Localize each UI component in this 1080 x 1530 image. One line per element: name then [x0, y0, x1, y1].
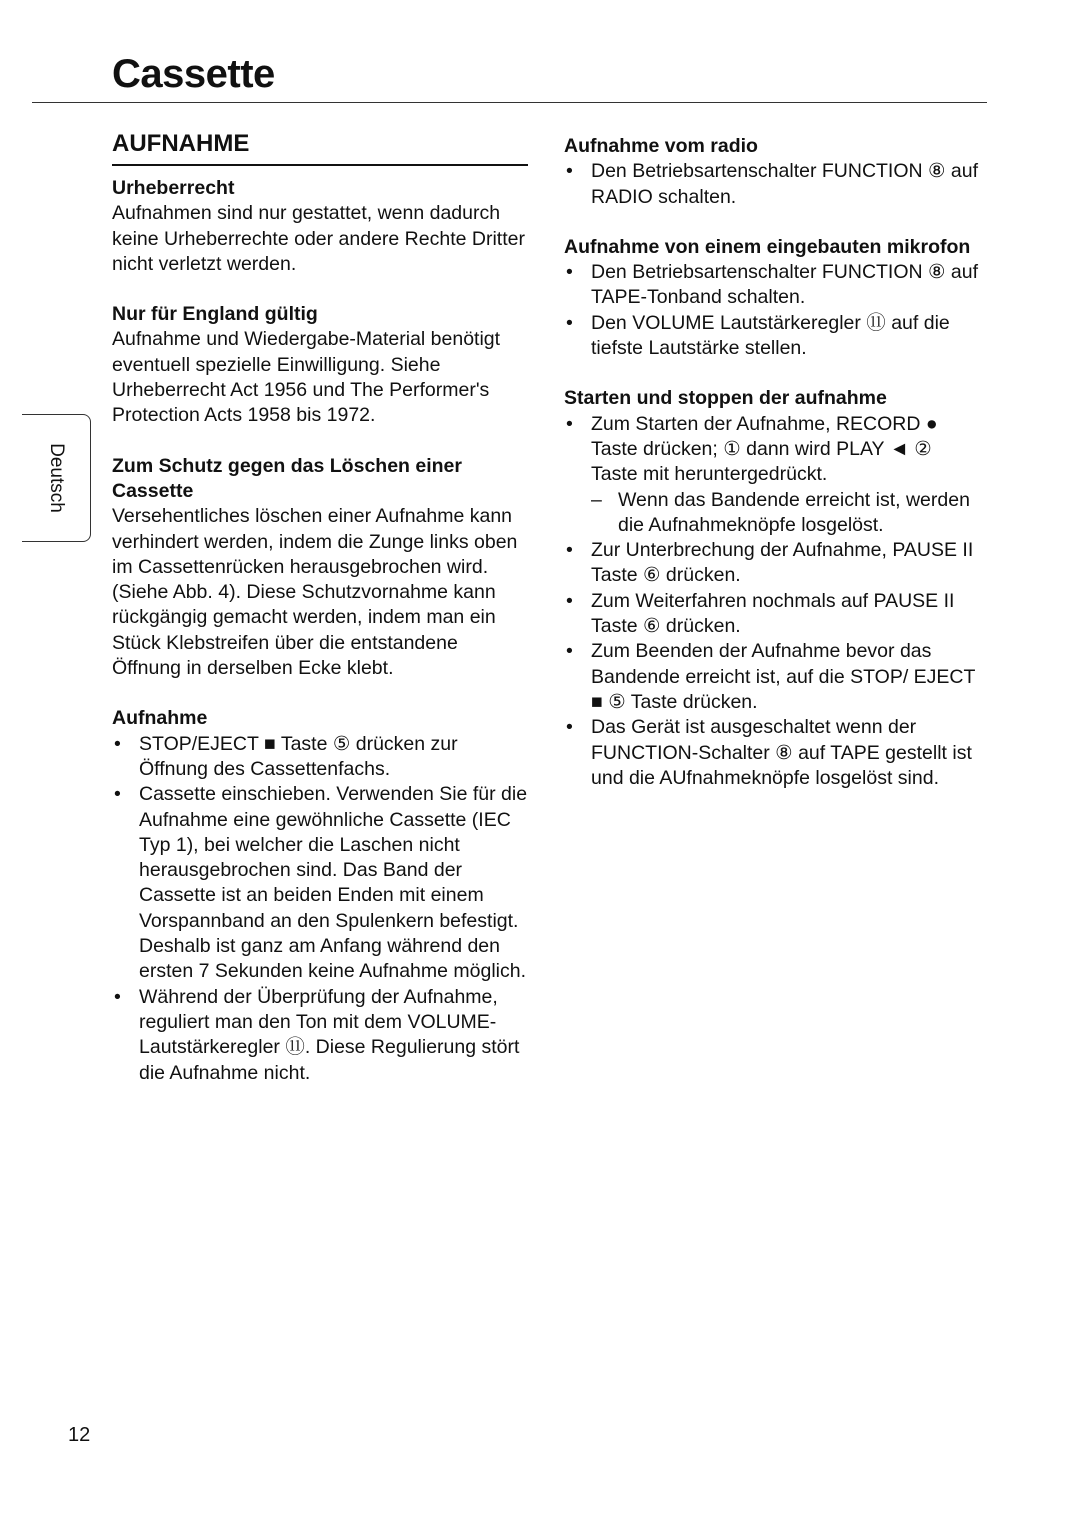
starten-list: [564, 412, 980, 791]
mikrofon-block: [564, 235, 980, 361]
list-item-text: Zum Starten der Aufnahme, RECORD ● Taste drücken; ① dann wird PLAY ◄ ② Taste mit heruntergedrückt.: [591, 412, 938, 486]
list-item: • Das Gerät ist ausgeschaltet wenn der FUNCTION-Schalter ⑧ auf TAPE gestellt ist und die AUfnahmeknöpfe losgelöst sind.: [564, 715, 980, 791]
language-tab: [22, 414, 91, 542]
england-block: [112, 302, 528, 428]
starten-block: [564, 386, 980, 791]
list-item: • Während der Überprüfung der Aufnahme, reguliert man den Ton mit dem VOLUME-Lautstärkeregler ⑪. Diese Regulierung stört die Aufnahme nicht.: [112, 985, 528, 1086]
page-title: Cassette: [112, 52, 275, 96]
mikrofon-list: [564, 260, 980, 361]
urheberrecht-block: [112, 176, 528, 277]
aufnahme-title: Aufnahme: [112, 707, 208, 730]
schutz-title: Zum Schutz gegen das Löschen einer Cassette: [112, 454, 462, 502]
radio-list: [564, 159, 980, 210]
starten-title: Starten und stoppen der aufnahme: [564, 387, 887, 410]
dash-list: [591, 488, 980, 539]
list-item: • Den Betriebsartenschalter FUNCTION ⑧ auf RADIO schalten.: [564, 159, 980, 210]
dash-item: – Wenn das Bandende erreicht ist, werden die Aufnahmeknöpfe losgelöst.: [591, 488, 980, 539]
language-tab-label: Deutsch: [46, 443, 67, 513]
aufnahme-list: [112, 732, 528, 1086]
radio-title: Aufnahme vom radio: [564, 135, 758, 157]
list-item: [564, 412, 980, 538]
list-item: • Zum Beenden der Aufnahme bevor das Bandende erreicht ist, auf die STOP/ EJECT ■ ⑤ Taste drücken.: [564, 639, 980, 715]
list-item: • Zum Weiterfahren nochmals auf PAUSE II Taste ⑥ drücken.: [564, 589, 980, 640]
schutz-block: [112, 454, 528, 682]
header-divider: [32, 102, 987, 103]
right-column: [564, 134, 980, 816]
page-number: 12: [68, 1424, 91, 1446]
section-heading: AUFNAHME: [112, 130, 528, 166]
radio-block: [564, 134, 980, 210]
england-text: Aufnahme und Wiedergabe-Material benötigt eventuell spezielle Einwilligung. Siehe Urheberrecht Act 1956 und The Performer's Protection Acts 1958 bis 1972.: [112, 328, 501, 427]
list-item: • Den Betriebsartenschalter FUNCTION ⑧ auf TAPE-Tonband schalten.: [564, 260, 980, 311]
aufnahme-block: [112, 706, 528, 1085]
urheberrecht-title: Urheberrecht: [112, 177, 235, 199]
england-title: Nur für England gültig: [112, 303, 318, 326]
mikrofon-title: Aufnahme von einem eingebauten mikrofon: [564, 235, 971, 258]
list-item: • Cassette einschieben. Verwenden Sie für die Aufnahme eine gewöhnliche Cassette (IEC Typ 1), bei welcher die Laschen nicht herausgebrochen sind. Das Band der Cassette ist an beiden Enden mit einem Vorspannband an den Spulenkern befestigt. Deshalb ist ganz am Anfang während den ersten 7 Sekunden keine Aufnahme möglich.: [112, 782, 528, 984]
schutz-text: Versehentliches löschen einer Aufnahme kann verhindert werden, indem die Zunge links oben im Cassettenrücken herausgebrochen wird. (Siehe Abb. 4). Diese Schutzvornahme kann rückgängig gemacht werden, indem man ein Stück Klebstreifen über die entstandene Öffnung in derselben Ecke klebt.: [112, 505, 518, 680]
list-item: • Den VOLUME Lautstärkeregler ⑪ auf die tiefste Lautstärke stellen.: [564, 311, 980, 362]
list-item: • Zur Unterbrechung der Aufnahme, PAUSE II Taste ⑥ drücken.: [564, 538, 980, 589]
left-column: [112, 130, 528, 1111]
urheberrecht-text: Aufnahmen sind nur gestattet, wenn dadurch keine Urheberrechte oder andere Rechte Dritter nicht verletzt werden.: [112, 202, 525, 275]
list-item: • STOP/EJECT ■ Taste ⑤ drücken zur Öffnung des Cassettenfachs.: [112, 732, 528, 783]
